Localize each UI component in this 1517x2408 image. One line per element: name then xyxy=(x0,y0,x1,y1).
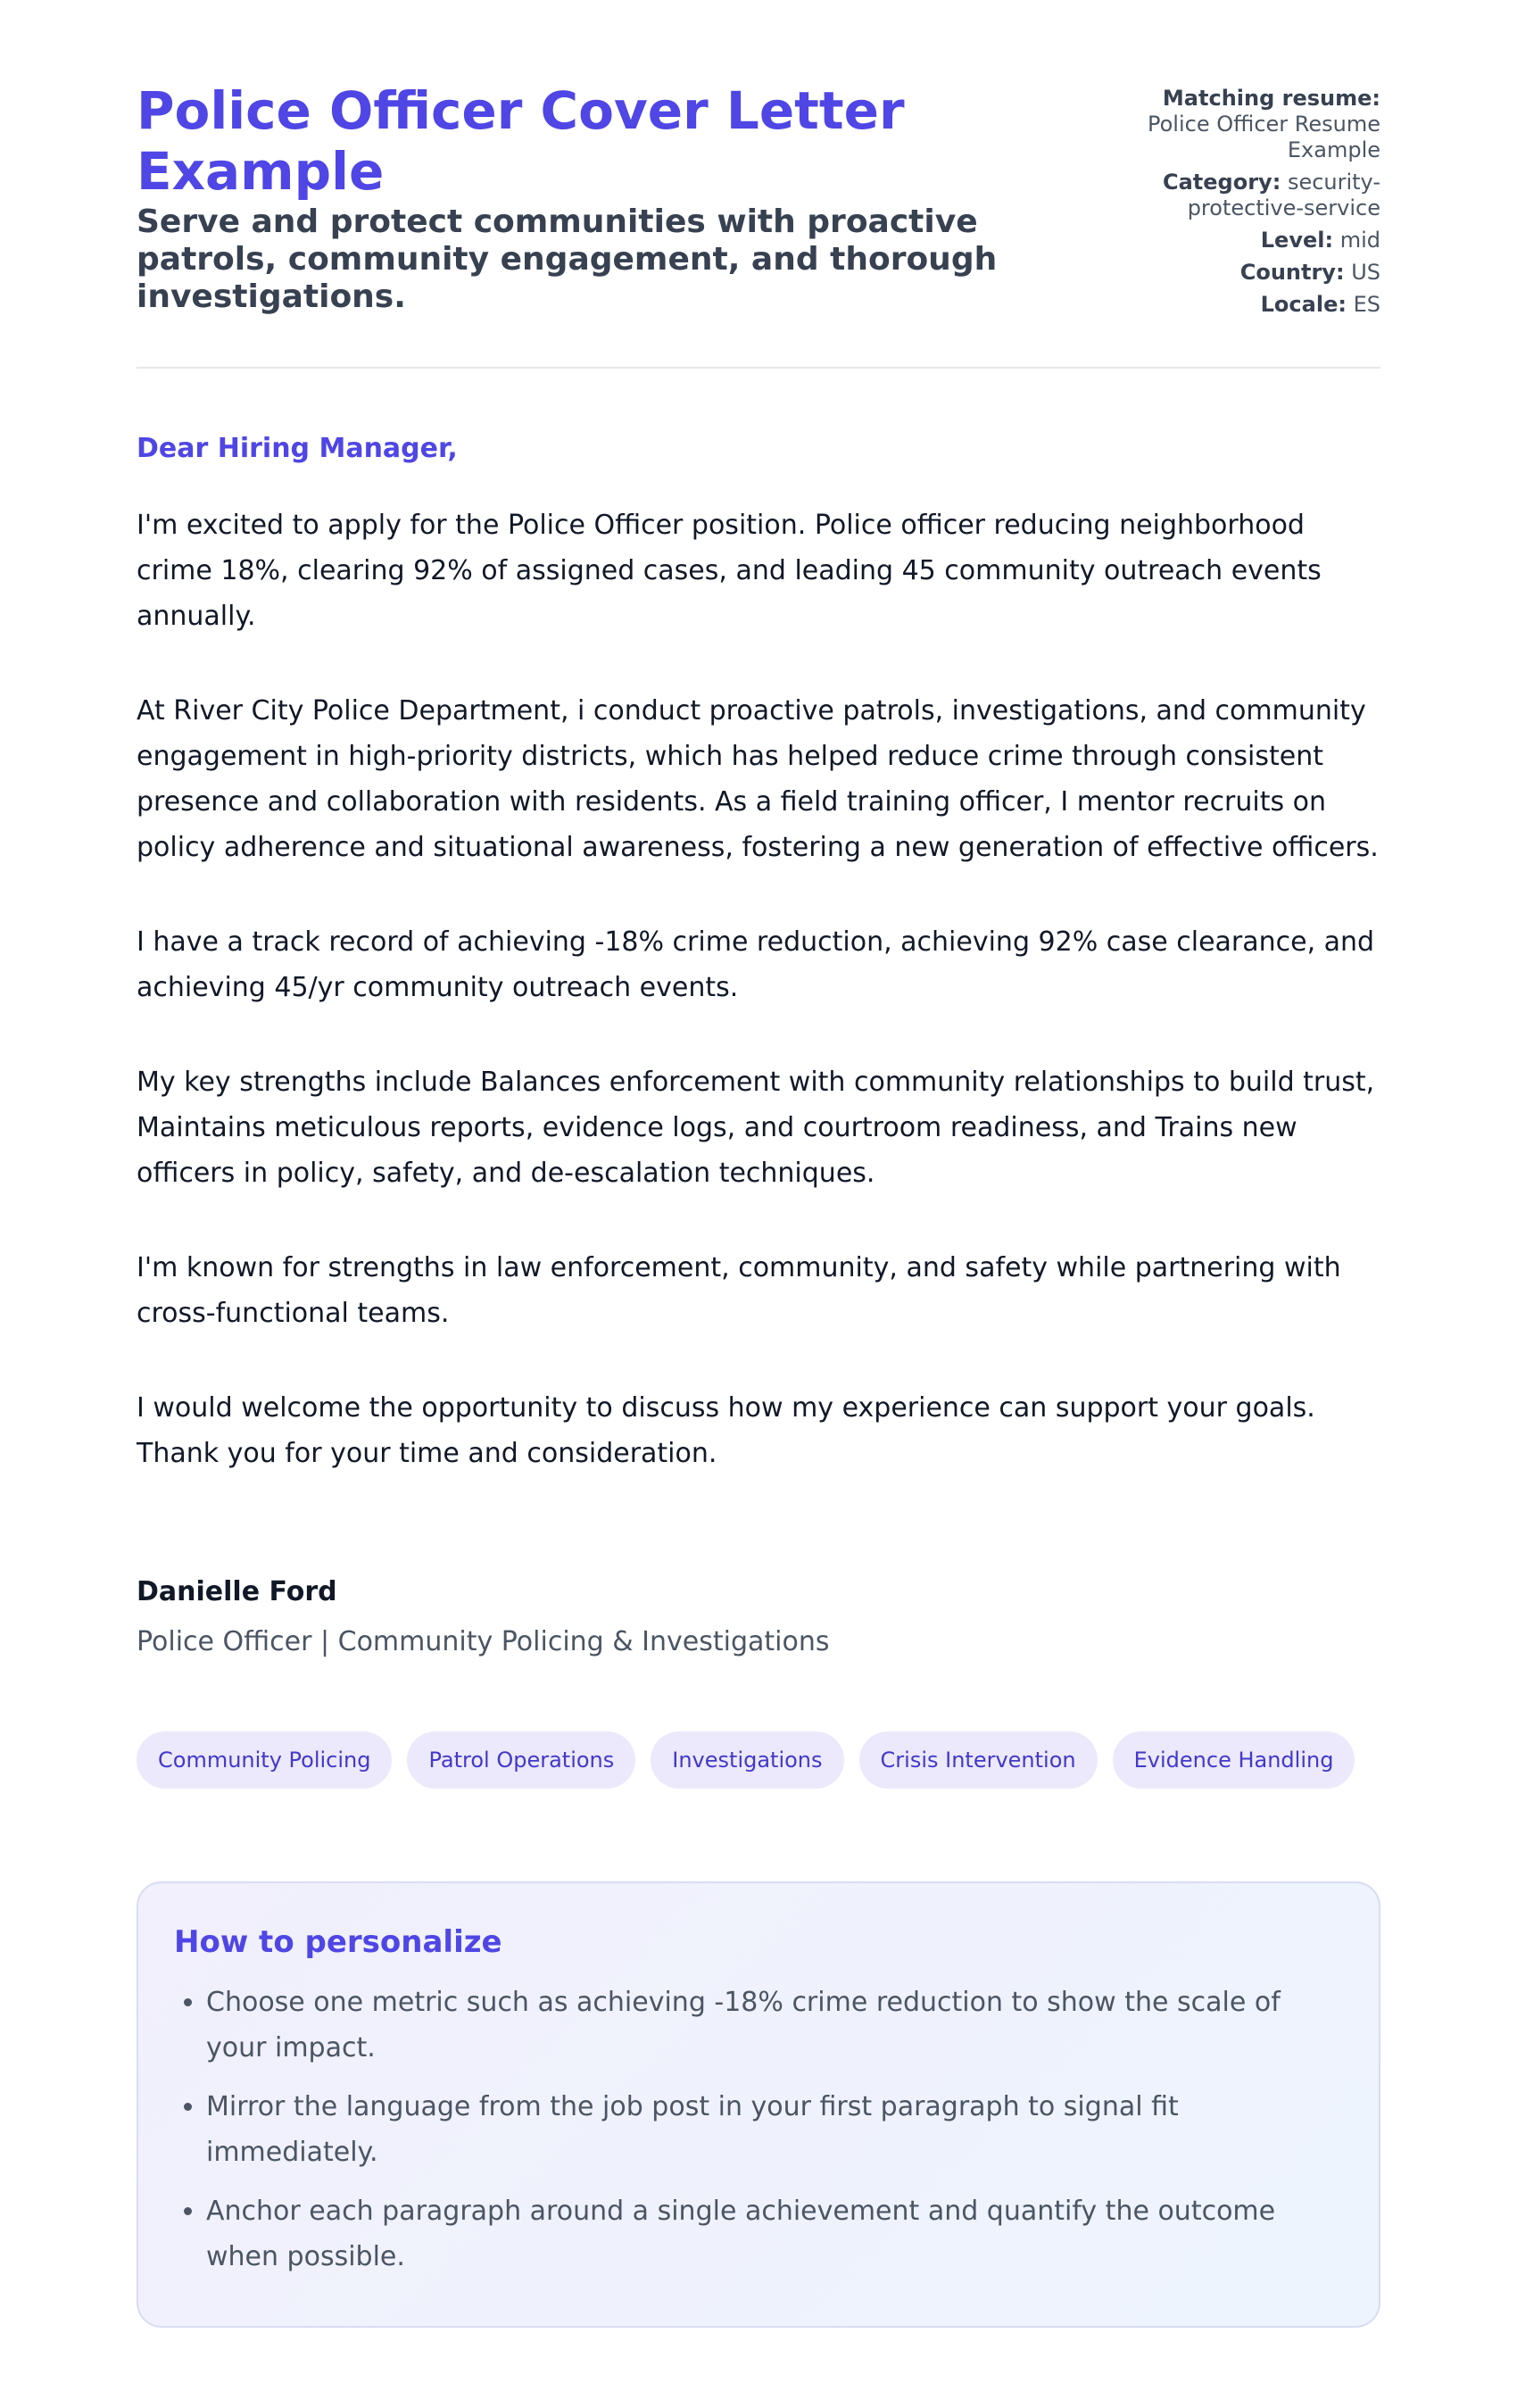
meta-level-label: Level: xyxy=(1260,228,1334,253)
skill-tags xyxy=(137,1731,1380,1789)
letter-paragraph: I'm excited to apply for the Police Officer position. Police officer reducing neighborhood crime 18%, clearing 92% of assigned cases, and leading 45 community outreach events annually. xyxy=(137,510,1322,632)
skill-tag[interactable]: Investigations xyxy=(651,1731,843,1789)
page-subtitle: Serve and protect communities with proactive patrols, community engagement, and thorough investigations. xyxy=(137,203,998,315)
tip-item: • Mirror the language from the job post in your first paragraph to signal fit immediately. xyxy=(206,2084,1343,2175)
letter-paragraph: At River City Police Department, i conduct proactive patrols, investigations, and community engagement in high-priority districts, which has helped reduce crime through consistent presence and collaboration with residents. As a field training officer, I mentor recruits on policy adherence and situational awareness, fostering a new generation of effective officers. xyxy=(137,695,1379,863)
meta-level-value: mid xyxy=(1339,228,1380,253)
meta-locale-label: Locale: xyxy=(1260,292,1347,317)
page-title: Police Officer Cover Letter Example xyxy=(137,80,905,202)
skill-tag[interactable]: Evidence Handling xyxy=(1113,1731,1355,1789)
signature-name: Danielle Ford xyxy=(137,1576,337,1607)
letter-greeting: Dear Hiring Manager, xyxy=(137,433,458,464)
meta-level xyxy=(1113,228,1380,253)
meta-category-value: security-protective-service xyxy=(1187,170,1380,220)
tips-title: How to personalize xyxy=(174,1924,502,1960)
header-left xyxy=(137,80,1065,316)
skill-tag[interactable]: Crisis Intervention xyxy=(859,1731,1098,1789)
meta-category-label: Category: xyxy=(1162,170,1281,195)
meta-country xyxy=(1113,260,1380,286)
header xyxy=(137,80,1380,369)
signature-title: Police Officer | Community Policing & Investigations xyxy=(137,1626,830,1657)
meta-locale xyxy=(1113,292,1380,318)
letter-paragraph: I have a track record of achieving -18% crime reduction, achieving 92% case clearance, and achieving 45/yr community outreach events. xyxy=(137,926,1375,1003)
tip-item: • Choose one metric such as achieving -18% crime reduction to show the scale of your impact. xyxy=(206,1980,1343,2071)
meta-country-label: Country: xyxy=(1239,260,1345,285)
letter-paragraph: I'm known for strengths in law enforcement, community, and safety while partnering with cross-functional teams. xyxy=(137,1252,1341,1329)
letter-paragraph: My key strengths include Balances enforcement with community relationships to build trust, Maintains meticulous reports, evidence logs, and courtroom readiness, and Trains new officers in policy, safety, and de-escalation techniques. xyxy=(137,1067,1375,1189)
meta-locale-value: ES xyxy=(1353,292,1380,317)
letter-paragraph: I would welcome the opportunity to discuss how my experience can support your goals. Thank you for your time and consideration. xyxy=(137,1392,1315,1469)
meta-panel xyxy=(1113,80,1380,324)
meta-country-value: US xyxy=(1351,260,1380,285)
skill-tag[interactable]: Patrol Operations xyxy=(407,1731,635,1789)
skill-tag[interactable]: Community Policing xyxy=(137,1731,392,1789)
tips-list xyxy=(174,1980,1343,2279)
meta-matching-resume-label: Matching resume: xyxy=(1162,86,1380,111)
meta-matching-resume-value[interactable]: Police Officer Resume Example xyxy=(1148,112,1380,162)
tip-item: • Anchor each paragraph around a single achievement and quantify the outcome when possible. xyxy=(206,2188,1343,2279)
cover-letter-page xyxy=(137,0,1380,2328)
meta-matching-resume xyxy=(1113,86,1380,163)
personalize-tips-box xyxy=(137,1881,1380,2328)
meta-category xyxy=(1113,170,1380,221)
